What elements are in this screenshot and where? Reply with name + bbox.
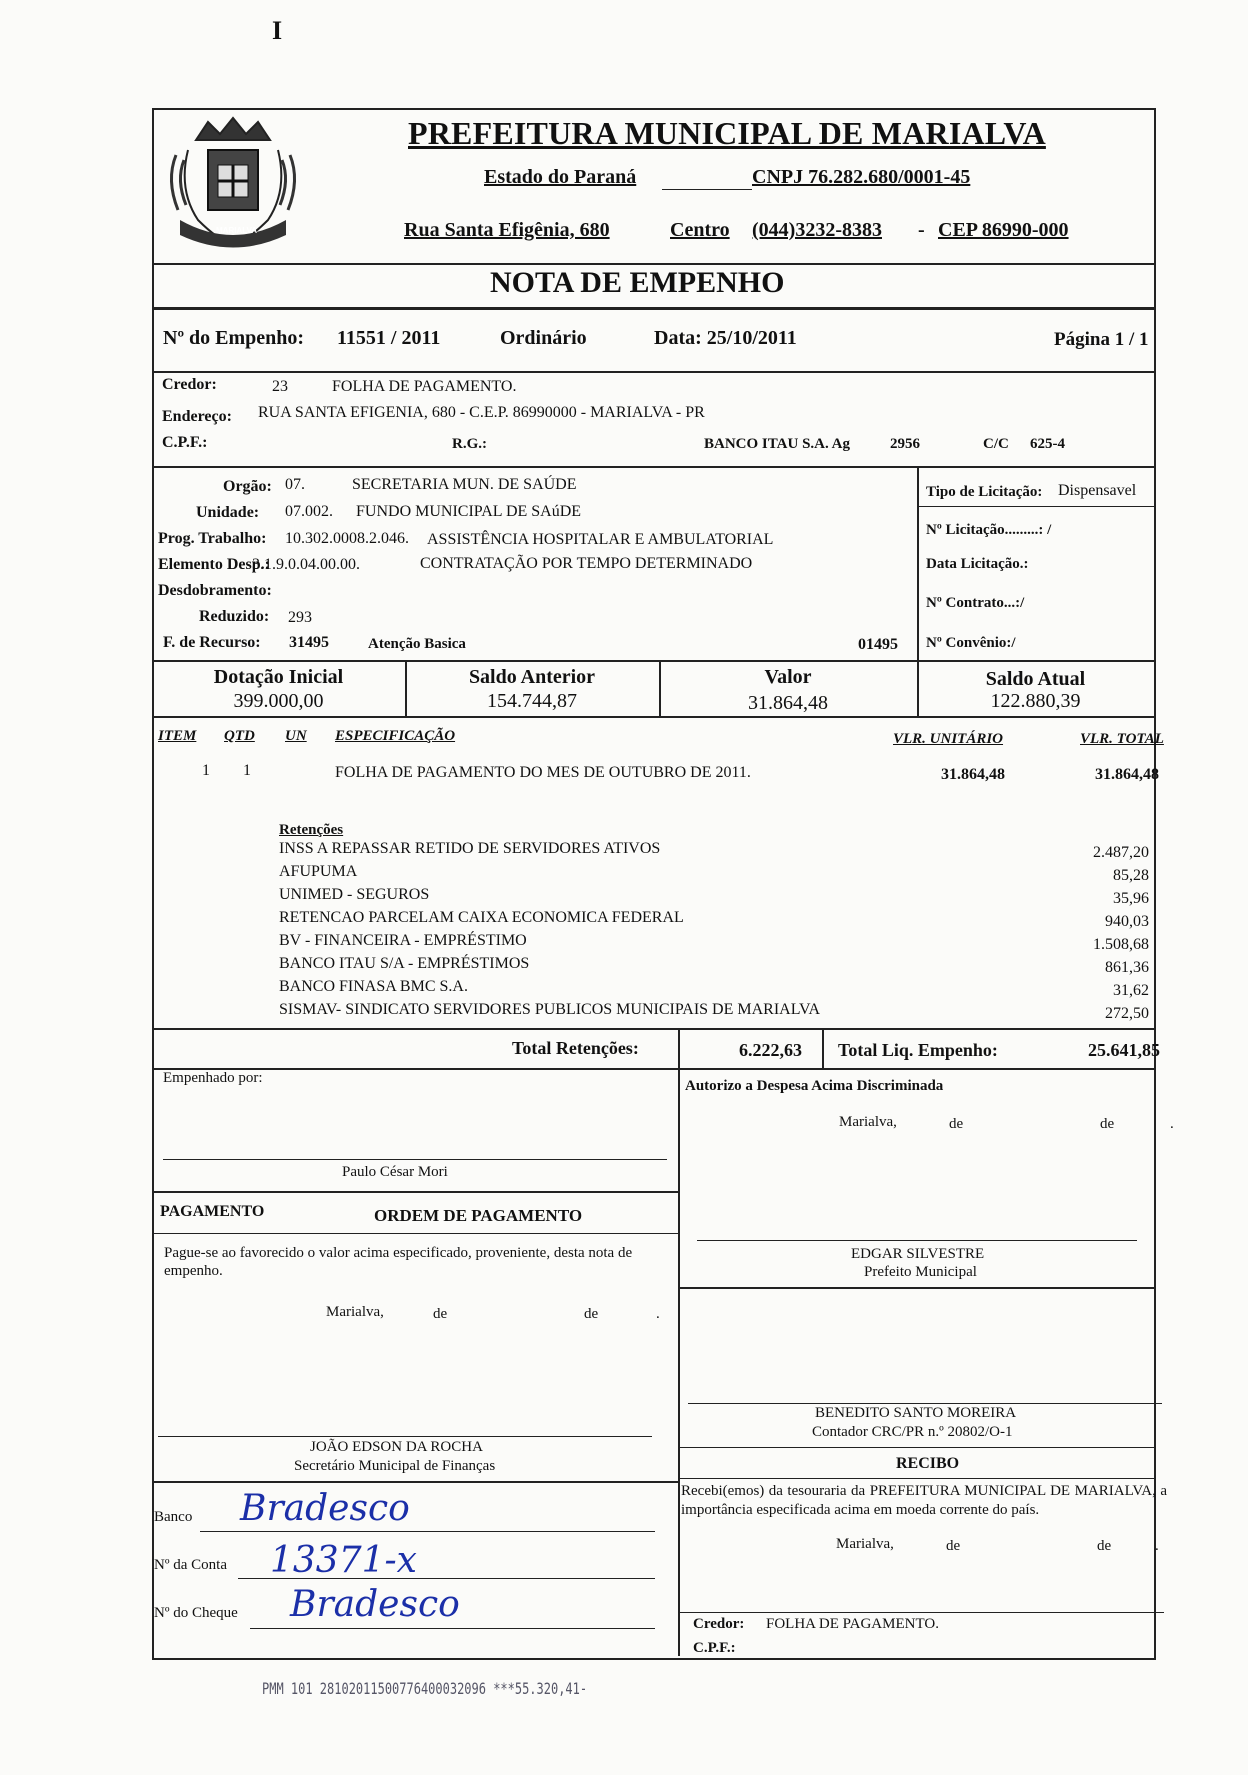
divider xyxy=(678,1287,1154,1289)
recibo-credor-name: FOLHA DE PAGAMENTO. xyxy=(766,1616,939,1632)
autorizo-city: Marialva, xyxy=(839,1114,897,1130)
divider xyxy=(678,1068,680,1656)
signature-line xyxy=(158,1436,652,1437)
prefeito-name: EDGAR SILVESTRE xyxy=(851,1246,985,1262)
state-name: Estado do Paraná xyxy=(484,166,637,188)
retencao-value: 940,03 xyxy=(1105,913,1149,930)
recibo-credor-label: Credor: xyxy=(693,1616,745,1632)
pagamento-label: PAGAMENTO xyxy=(160,1203,265,1220)
licitacao-date: Data Licitação.: xyxy=(926,556,1029,572)
cnpj: CNPJ 76.282.680/0001-45 xyxy=(752,166,971,188)
col-vlr-total: VLR. TOTAL xyxy=(1080,731,1164,747)
ordem-pagamento-label: ORDEM DE PAGAMENTO xyxy=(374,1206,583,1225)
page-number: Página 1 / 1 xyxy=(1054,329,1149,350)
secretario-role: Secretário Municipal de Finanças xyxy=(294,1458,496,1474)
reduzido: 293 xyxy=(288,609,312,626)
retencao-value: 31,62 xyxy=(1113,982,1149,999)
retencao-label: AFUPUMA xyxy=(279,863,358,880)
retencao-label: BV - FINANCEIRA - EMPRÉSTIMO xyxy=(279,932,527,949)
header-underline xyxy=(662,189,752,190)
divider xyxy=(152,660,1154,662)
divider xyxy=(152,307,1154,310)
pagamento-period: . xyxy=(656,1306,660,1322)
divider xyxy=(678,1478,1154,1479)
signature-line xyxy=(163,1159,667,1160)
saldo-atual-label: Saldo Atual xyxy=(985,668,1086,690)
desdobramento-label: Desdobramento: xyxy=(158,582,272,599)
banco-label: Banco xyxy=(154,1509,193,1525)
prog-name: ASSISTÊNCIA HOSPITALAR E AMBULATORIAL xyxy=(427,531,774,548)
banco-line xyxy=(200,1531,655,1532)
divider xyxy=(917,466,919,662)
item-number: 1 xyxy=(202,762,210,779)
top-mark: I xyxy=(272,16,283,45)
phone: (044)3232-8383 xyxy=(752,219,882,241)
divider xyxy=(152,1233,678,1234)
footer-code: PMM 101 28102011500776400032096 ***55.320,41- xyxy=(262,1679,588,1699)
recibo-title: RECIBO xyxy=(896,1455,960,1472)
tipo-licitacao: Dispensavel xyxy=(1058,482,1137,499)
recibo-text: Recebi(emos) da tesouraria da PREFEITURA MUNICIPAL DE MARIALVA, a importância especificada acima em moeda corrente do país. xyxy=(681,1483,1167,1518)
item-qtd: 1 xyxy=(243,762,251,779)
retencao-row xyxy=(279,909,1149,932)
retencao-label: BANCO FINASA BMC S.A. xyxy=(279,978,468,995)
saldo-anterior-label: Saldo Anterior xyxy=(468,666,596,688)
cc-label: C/C xyxy=(983,436,1009,452)
empenhado-por-label: Empenhado por: xyxy=(163,1070,263,1086)
recurso-label: F. de Recurso: xyxy=(163,634,261,651)
recibo-de-1: de xyxy=(946,1538,961,1554)
retencao-value: 1.508,68 xyxy=(1093,936,1149,953)
recurso-number: 01495 xyxy=(858,636,898,653)
empenho-number: 11551 / 2011 xyxy=(337,327,441,349)
orgao-label: Orgão: xyxy=(223,478,272,495)
unidade-label: Unidade: xyxy=(196,504,260,521)
cheque-label: Nº do Cheque xyxy=(154,1605,238,1621)
total-liquido-label: Total Liq. Empenho: xyxy=(838,1040,998,1060)
col-qtd: QTD xyxy=(224,728,255,744)
cpf-label: C.P.F.: xyxy=(162,434,208,451)
divider xyxy=(152,466,1154,468)
autorizo-de-2: de xyxy=(1100,1116,1115,1132)
endereco-label: Endereço: xyxy=(162,408,232,425)
autorizo-period: . xyxy=(1170,1116,1174,1132)
retencao-row xyxy=(279,840,1149,863)
prog-label: Prog. Trabalho: xyxy=(158,530,267,547)
recurso-name: Atenção Basica xyxy=(368,636,466,652)
unidade-code: 07.002. xyxy=(285,503,333,520)
address-street: Rua Santa Efigênia, 680 xyxy=(404,219,610,241)
col-item: ITEM xyxy=(158,728,197,744)
pague-se-text: Pague-se ao favorecido o valor acima especificado, proveniente, desta nota de empenho. xyxy=(164,1245,633,1279)
divider xyxy=(152,1481,678,1483)
retencao-label: SISMAV- SINDICATO SERVIDORES PUBLICOS MUNICIPAIS DE MARIALVA xyxy=(279,1001,821,1018)
pagamento-de-1: de xyxy=(433,1306,448,1322)
pagamento-de-2: de xyxy=(584,1306,599,1322)
banco-name: BANCO ITAU S.A. Ag xyxy=(704,436,850,452)
divider xyxy=(152,263,1154,265)
conta-handwritten: 13371-x xyxy=(270,1540,417,1581)
coat-of-arms-logo xyxy=(158,110,308,260)
retencao-label: BANCO ITAU S/A - EMPRÉSTIMOS xyxy=(279,955,530,972)
empenho-date: Data: 25/10/2011 xyxy=(654,327,797,349)
contador-role: Contador CRC/PR n.º 20802/O-1 xyxy=(812,1424,1013,1440)
valor-label: Valor xyxy=(764,666,812,688)
tipo-licitacao-label: Tipo de Licitação: xyxy=(926,484,1043,500)
empenho-number-label: Nº do Empenho: xyxy=(163,327,305,349)
total-liquido-value: 25.641,85 xyxy=(1088,1040,1160,1060)
signature-line xyxy=(697,1240,1137,1241)
agencia: 2956 xyxy=(890,436,920,452)
retencao-value: 35,96 xyxy=(1113,890,1149,907)
divider xyxy=(152,1028,1154,1030)
item-especificacao: FOLHA DE PAGAMENTO DO MES DE OUTUBRO DE 2011. xyxy=(335,764,751,781)
retencoes-list xyxy=(279,840,1149,1024)
recurso-code: 31495 xyxy=(289,634,329,651)
autorizo-text: Autorizo a Despesa Acima Discriminada xyxy=(685,1078,944,1094)
credor-label: Credor: xyxy=(162,376,217,393)
item-vlr-unitario: 31.864,48 xyxy=(941,766,1005,783)
contrato-number: Nº Contrato...:/ xyxy=(926,595,1025,611)
conta-label: Nº da Conta xyxy=(154,1557,227,1573)
logo-text: MARIALVA xyxy=(216,226,258,235)
document-title: NOTA DE EMPENHO xyxy=(490,266,785,299)
municipality-title: PREFEITURA MUNICIPAL DE MARIALVA xyxy=(408,115,1046,151)
divider xyxy=(678,1028,680,1068)
elemento-name: CONTRATAÇÃO POR TEMPO DETERMINADO xyxy=(420,555,753,572)
cheque-handwritten: Bradesco xyxy=(290,1584,460,1625)
endereco: RUA SANTA EFIGENIA, 680 - C.E.P. 86990000 - MARIALVA - PR xyxy=(258,404,705,421)
item-vlr-total: 31.864,48 xyxy=(1095,766,1159,783)
autorizo-de-1: de xyxy=(949,1116,964,1132)
orgao-code: 07. xyxy=(285,476,305,493)
divider xyxy=(152,1068,1154,1070)
retencao-value: 272,50 xyxy=(1105,1005,1149,1022)
signature-line xyxy=(680,1612,1164,1613)
reduzido-label: Reduzido: xyxy=(199,608,270,625)
retencao-value: 85,28 xyxy=(1113,867,1149,884)
recibo-de-2: de xyxy=(1097,1538,1112,1554)
retencao-row xyxy=(279,1001,1149,1024)
divider xyxy=(822,1028,824,1068)
credor-code: 23 xyxy=(272,378,288,395)
elemento-code: 3.1.9.0.04.00.00. xyxy=(252,556,360,573)
retencao-value: 2.487,20 xyxy=(1093,844,1149,861)
convenio-number: Nº Convênio:/ xyxy=(926,635,1016,651)
prefeito-role: Prefeito Municipal xyxy=(864,1264,977,1280)
retencao-row xyxy=(279,886,1149,909)
divider xyxy=(152,1191,678,1193)
address-district: Centro xyxy=(670,219,730,241)
empenhado-por-name: Paulo César Mori xyxy=(342,1164,448,1180)
valor-value: 31.864,48 xyxy=(748,692,828,714)
retencoes-title: Retenções xyxy=(279,822,344,838)
retencao-row xyxy=(279,863,1149,886)
retencao-value: 861,36 xyxy=(1105,959,1149,976)
total-retencoes-value: 6.222,63 xyxy=(739,1040,802,1060)
cheque-line xyxy=(250,1628,655,1629)
cep: CEP 86990-000 xyxy=(938,219,1069,241)
retencao-row xyxy=(279,932,1149,955)
pagamento-city: Marialva, xyxy=(326,1304,384,1320)
dotacao-inicial-label: Dotação Inicial xyxy=(213,666,344,688)
recibo-period: . xyxy=(1155,1538,1159,1554)
credor-name: FOLHA DE PAGAMENTO. xyxy=(332,378,517,395)
divider xyxy=(152,716,1154,718)
recibo-cpf-label: C.P.F.: xyxy=(693,1640,736,1656)
divider xyxy=(918,506,1154,507)
empenho-type: Ordinário xyxy=(500,327,587,349)
saldo-anterior-value: 154.744,87 xyxy=(487,690,577,712)
cc-number: 625-4 xyxy=(1030,436,1065,452)
banco-handwritten: Bradesco xyxy=(240,1488,410,1529)
elemento-label: Elemento Desp.: xyxy=(158,556,270,573)
col-un: UN xyxy=(285,728,307,744)
unidade-name: FUNDO MUNICIPAL DE SAúDE xyxy=(356,503,582,520)
divider xyxy=(678,1447,1154,1448)
orgao-name: SECRETARIA MUN. DE SAÚDE xyxy=(352,476,577,493)
recibo-city: Marialva, xyxy=(836,1536,894,1552)
col-vlr-unitario: VLR. UNITÁRIO xyxy=(893,731,1004,747)
secretario-name: JOÃO EDSON DA ROCHA xyxy=(310,1439,483,1455)
prog-code: 10.302.0008.2.046. xyxy=(285,530,409,547)
licitacao-number: Nº Licitação.........: / xyxy=(926,522,1052,538)
signature-line xyxy=(688,1403,1162,1404)
col-especificacao: ESPECIFICAÇÃO xyxy=(335,728,456,744)
cep-separator: - xyxy=(918,219,925,241)
retencao-label: UNIMED - SEGUROS xyxy=(279,886,430,903)
dotacao-inicial-value: 399.000,00 xyxy=(233,690,324,712)
retencao-label: INSS A REPASSAR RETIDO DE SERVIDORES ATIVOS xyxy=(279,840,661,857)
retencao-label: RETENCAO PARCELAM CAIXA ECONOMICA FEDERAL xyxy=(279,909,684,926)
retencao-row xyxy=(279,978,1149,1001)
retencao-row xyxy=(279,955,1149,978)
divider xyxy=(152,371,1154,373)
total-retencoes-label: Total Retenções: xyxy=(512,1038,639,1058)
rg-label: R.G.: xyxy=(452,436,487,452)
saldo-atual-value: 122.880,39 xyxy=(990,690,1081,712)
contador-name: BENEDITO SANTO MOREIRA xyxy=(815,1405,1017,1421)
